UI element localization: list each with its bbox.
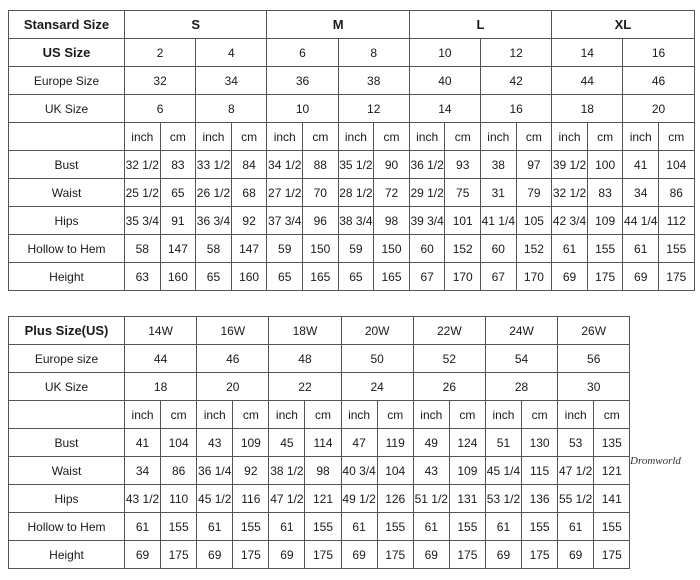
measurement-cell: 141 — [594, 485, 630, 513]
uk-size-cell: 8 — [196, 95, 267, 123]
measurement-cell: 58 — [196, 235, 232, 263]
europe-size-cell: 44 — [125, 345, 197, 373]
measurement-cell: 155 — [305, 513, 341, 541]
size-group-header: M — [267, 11, 409, 39]
measurement-cell: 61 — [485, 513, 521, 541]
measurement-cell: 121 — [305, 485, 341, 513]
measurement-cell: 175 — [305, 541, 341, 569]
measurement-cell: 147 — [231, 235, 267, 263]
europe-size-cell: 54 — [485, 345, 557, 373]
measurement-cell: 34 1/2 — [267, 151, 303, 179]
measurement-cell: 69 — [558, 541, 594, 569]
measurement-cell: 68 — [231, 179, 267, 207]
measurement-cell: 112 — [659, 207, 695, 235]
row-label: Height — [9, 263, 125, 291]
row-label: Hips — [9, 485, 125, 513]
europe-size-cell: 56 — [558, 345, 630, 373]
measurement-cell: 170 — [516, 263, 552, 291]
measurement-cell: 58 — [125, 235, 161, 263]
us-size-cell: 8 — [338, 39, 409, 67]
row-label: Waist — [9, 457, 125, 485]
measurement-cell: 45 1/4 — [485, 457, 521, 485]
measurement-row — [9, 235, 695, 263]
uk-size-cell: 30 — [558, 373, 630, 401]
measurement-cell: 175 — [449, 541, 485, 569]
measurement-cell: 75 — [445, 179, 481, 207]
measurement-cell: 65 — [160, 179, 196, 207]
unit-cm: cm — [659, 123, 695, 151]
plus-size-header: 20W — [341, 317, 413, 345]
table-title: Stansard Size — [9, 11, 125, 39]
measurement-cell: 170 — [445, 263, 481, 291]
measurement-cell: 69 — [623, 263, 659, 291]
unit-inch: inch — [485, 401, 521, 429]
measurement-cell: 43 1/2 — [125, 485, 161, 513]
measurement-cell: 104 — [377, 457, 413, 485]
measurement-cell: 126 — [377, 485, 413, 513]
measurement-cell: 43 — [413, 457, 449, 485]
uk-size-cell: 10 — [267, 95, 338, 123]
plus-size-header: 14W — [125, 317, 197, 345]
measurement-row — [9, 429, 630, 457]
uk-size-cell: 20 — [197, 373, 269, 401]
measurement-row — [9, 207, 695, 235]
us-size-cell: 14 — [552, 39, 623, 67]
measurement-cell: 155 — [449, 513, 485, 541]
measurement-cell: 32 1/2 — [125, 151, 161, 179]
uk-size-cell: 18 — [125, 373, 197, 401]
plus-size-header: 18W — [269, 317, 341, 345]
measurement-cell: 51 — [485, 429, 521, 457]
measurement-cell: 150 — [374, 235, 410, 263]
measurement-cell: 101 — [445, 207, 481, 235]
measurement-cell: 61 — [125, 513, 161, 541]
unit-inch: inch — [552, 123, 588, 151]
measurement-cell: 155 — [659, 235, 695, 263]
us-size-cell: 12 — [481, 39, 552, 67]
measurement-cell: 61 — [269, 513, 305, 541]
measurement-cell: 60 — [481, 235, 517, 263]
row-label: Height — [9, 541, 125, 569]
measurement-row — [9, 263, 695, 291]
measurement-cell: 69 — [341, 541, 377, 569]
measurement-cell: 124 — [449, 429, 485, 457]
measurement-cell: 36 1/4 — [197, 457, 233, 485]
measurement-cell: 175 — [161, 541, 197, 569]
measurement-cell: 59 — [267, 235, 303, 263]
uk-size-cell: 28 — [485, 373, 557, 401]
unit-inch: inch — [623, 123, 659, 151]
measurement-cell: 98 — [305, 457, 341, 485]
europe-size-row — [9, 345, 630, 373]
europe-size-cell: 34 — [196, 67, 267, 95]
measurement-cell: 104 — [161, 429, 197, 457]
row-label: Hollow to Hem — [9, 513, 125, 541]
measurement-cell: 109 — [587, 207, 623, 235]
units-row — [9, 123, 695, 151]
measurement-cell: 83 — [160, 151, 196, 179]
measurement-cell: 69 — [197, 541, 233, 569]
measurement-cell: 65 — [196, 263, 232, 291]
measurement-cell: 96 — [303, 207, 339, 235]
measurement-cell: 67 — [409, 263, 445, 291]
row-label: Bust — [9, 429, 125, 457]
measurement-cell: 55 1/2 — [558, 485, 594, 513]
brand-watermark — [630, 455, 698, 477]
measurement-cell: 98 — [374, 207, 410, 235]
measurement-cell: 155 — [233, 513, 269, 541]
measurement-cell: 65 — [267, 263, 303, 291]
row-label: Bust — [9, 151, 125, 179]
measurement-cell: 44 1/4 — [623, 207, 659, 235]
measurement-row — [9, 457, 630, 485]
measurement-cell: 114 — [305, 429, 341, 457]
measurement-cell: 65 — [338, 263, 374, 291]
measurement-cell: 175 — [594, 541, 630, 569]
measurement-cell: 160 — [160, 263, 196, 291]
measurement-row — [9, 179, 695, 207]
measurement-cell: 130 — [522, 429, 558, 457]
measurement-cell: 34 — [125, 457, 161, 485]
unit-inch: inch — [558, 401, 594, 429]
measurement-cell: 83 — [587, 179, 623, 207]
europe-size-cell: 42 — [481, 67, 552, 95]
measurement-cell: 36 1/2 — [409, 151, 445, 179]
measurement-cell: 31 — [481, 179, 517, 207]
measurement-cell: 135 — [594, 429, 630, 457]
measurement-cell: 97 — [516, 151, 552, 179]
europe-size-cell: 38 — [338, 67, 409, 95]
measurement-cell: 63 — [125, 263, 161, 291]
unit-inch: inch — [125, 401, 161, 429]
measurement-row — [9, 541, 630, 569]
measurement-cell: 69 — [552, 263, 588, 291]
measurement-cell: 51 1/2 — [413, 485, 449, 513]
measurement-cell: 152 — [516, 235, 552, 263]
uk-size-cell: 6 — [125, 95, 196, 123]
uk-size-cell: 12 — [338, 95, 409, 123]
europe-size-cell: 50 — [341, 345, 413, 373]
measurement-cell: 61 — [197, 513, 233, 541]
uk-size-cell: 24 — [341, 373, 413, 401]
europe-size-cell: 44 — [552, 67, 623, 95]
measurement-cell: 35 3/4 — [125, 207, 161, 235]
measurement-cell: 69 — [485, 541, 521, 569]
measurement-cell: 175 — [659, 263, 695, 291]
unit-cm: cm — [233, 401, 269, 429]
measurement-cell: 147 — [160, 235, 196, 263]
measurement-cell: 69 — [413, 541, 449, 569]
measurement-cell: 155 — [161, 513, 197, 541]
us-size-cell: 4 — [196, 39, 267, 67]
measurement-cell: 92 — [231, 207, 267, 235]
measurement-cell: 104 — [659, 151, 695, 179]
measurement-cell: 61 — [413, 513, 449, 541]
uk-size-cell: 14 — [409, 95, 480, 123]
measurement-cell: 152 — [445, 235, 481, 263]
measurement-cell: 33 1/2 — [196, 151, 232, 179]
measurement-cell: 92 — [233, 457, 269, 485]
measurement-cell: 61 — [558, 513, 594, 541]
row-label: UK Size — [9, 373, 125, 401]
uk-size-cell: 22 — [269, 373, 341, 401]
row-label: Waist — [9, 179, 125, 207]
uk-size-cell: 26 — [413, 373, 485, 401]
measurement-cell: 53 — [558, 429, 594, 457]
europe-size-cell: 36 — [267, 67, 338, 95]
unit-cm: cm — [160, 123, 196, 151]
measurement-cell: 175 — [587, 263, 623, 291]
measurement-cell: 61 — [623, 235, 659, 263]
unit-cm: cm — [587, 123, 623, 151]
europe-size-row — [9, 67, 695, 95]
measurement-cell: 32 1/2 — [552, 179, 588, 207]
size-group-header: L — [409, 11, 551, 39]
measurement-cell: 41 — [125, 429, 161, 457]
size-group-header: XL — [552, 11, 694, 39]
unit-inch: inch — [413, 401, 449, 429]
measurement-cell: 45 1/2 — [197, 485, 233, 513]
unit-cm: cm — [303, 123, 339, 151]
unit-cm: cm — [231, 123, 267, 151]
unit-inch: inch — [341, 401, 377, 429]
measurement-cell: 40 3/4 — [341, 457, 377, 485]
plus-size-table — [8, 316, 630, 569]
measurement-cell: 119 — [377, 429, 413, 457]
measurement-cell: 38 3/4 — [338, 207, 374, 235]
measurement-cell: 150 — [303, 235, 339, 263]
measurement-cell: 43 — [197, 429, 233, 457]
unit-cm: cm — [449, 401, 485, 429]
blank-cell — [9, 401, 125, 429]
measurement-cell: 47 — [341, 429, 377, 457]
measurement-row — [9, 513, 630, 541]
size-group-row — [9, 11, 695, 39]
measurement-cell: 49 — [413, 429, 449, 457]
unit-inch: inch — [409, 123, 445, 151]
measurement-cell: 100 — [587, 151, 623, 179]
uk-size-cell: 16 — [481, 95, 552, 123]
measurement-cell: 155 — [377, 513, 413, 541]
measurement-cell: 88 — [303, 151, 339, 179]
measurement-cell: 38 1/2 — [269, 457, 305, 485]
measurement-cell: 155 — [587, 235, 623, 263]
unit-cm: cm — [374, 123, 410, 151]
europe-size-cell: 48 — [269, 345, 341, 373]
measurement-cell: 61 — [341, 513, 377, 541]
europe-size-cell: 46 — [623, 67, 694, 95]
measurement-cell: 175 — [377, 541, 413, 569]
measurement-cell: 25 1/2 — [125, 179, 161, 207]
measurement-cell: 70 — [303, 179, 339, 207]
unit-cm: cm — [516, 123, 552, 151]
unit-cm: cm — [377, 401, 413, 429]
unit-inch: inch — [267, 123, 303, 151]
europe-size-cell: 40 — [409, 67, 480, 95]
measurement-cell: 47 1/2 — [269, 485, 305, 513]
measurement-cell: 90 — [374, 151, 410, 179]
unit-cm: cm — [161, 401, 197, 429]
plus-size-header: 26W — [558, 317, 630, 345]
units-row — [9, 401, 630, 429]
unit-inch: inch — [197, 401, 233, 429]
measurement-cell: 53 1/2 — [485, 485, 521, 513]
measurement-cell: 86 — [659, 179, 695, 207]
watermark-text: Dromworld — [630, 455, 681, 467]
unit-inch: inch — [125, 123, 161, 151]
measurement-cell: 84 — [231, 151, 267, 179]
measurement-cell: 67 — [481, 263, 517, 291]
measurement-cell: 86 — [161, 457, 197, 485]
plus-size-header: 24W — [485, 317, 557, 345]
plus-size-header: 22W — [413, 317, 485, 345]
size-group-header: S — [125, 11, 267, 39]
measurement-cell: 29 1/2 — [409, 179, 445, 207]
measurement-cell: 136 — [522, 485, 558, 513]
measurement-cell: 39 3/4 — [409, 207, 445, 235]
measurement-cell: 39 1/2 — [552, 151, 588, 179]
us-size-row — [9, 39, 695, 67]
measurement-cell: 38 — [481, 151, 517, 179]
measurement-cell: 116 — [233, 485, 269, 513]
measurement-cell: 45 — [269, 429, 305, 457]
measurement-cell: 79 — [516, 179, 552, 207]
unit-inch: inch — [338, 123, 374, 151]
row-label: Europe Size — [9, 67, 125, 95]
measurement-cell: 26 1/2 — [196, 179, 232, 207]
row-label: Hollow to Hem — [9, 235, 125, 263]
measurement-cell: 59 — [338, 235, 374, 263]
us-size-cell: 16 — [623, 39, 694, 67]
measurement-cell: 28 1/2 — [338, 179, 374, 207]
us-size-cell: 2 — [125, 39, 196, 67]
measurement-cell: 47 1/2 — [558, 457, 594, 485]
plus-size-header: 16W — [197, 317, 269, 345]
europe-size-cell: 46 — [197, 345, 269, 373]
blank-cell — [9, 123, 125, 151]
measurement-cell: 34 — [623, 179, 659, 207]
measurement-row — [9, 485, 630, 513]
uk-size-cell: 20 — [623, 95, 694, 123]
unit-inch: inch — [269, 401, 305, 429]
measurement-cell: 93 — [445, 151, 481, 179]
row-label: Europe size — [9, 345, 125, 373]
unit-cm: cm — [305, 401, 341, 429]
measurement-cell: 37 3/4 — [267, 207, 303, 235]
row-label: Hips — [9, 207, 125, 235]
measurement-cell: 155 — [594, 513, 630, 541]
europe-size-cell: 52 — [413, 345, 485, 373]
measurement-cell: 105 — [516, 207, 552, 235]
uk-size-row — [9, 373, 630, 401]
measurement-cell: 160 — [231, 263, 267, 291]
measurement-cell: 115 — [522, 457, 558, 485]
measurement-cell: 131 — [449, 485, 485, 513]
uk-size-cell: 18 — [552, 95, 623, 123]
measurement-cell: 49 1/2 — [341, 485, 377, 513]
measurement-cell: 42 3/4 — [552, 207, 588, 235]
measurement-row — [9, 151, 695, 179]
measurement-cell: 175 — [233, 541, 269, 569]
table-title: Plus Size(US) — [9, 317, 125, 345]
us-size-cell: 10 — [409, 39, 480, 67]
measurement-cell: 110 — [161, 485, 197, 513]
unit-cm: cm — [522, 401, 558, 429]
measurement-cell: 91 — [160, 207, 196, 235]
plus-size-row — [9, 317, 630, 345]
unit-inch: inch — [196, 123, 232, 151]
measurement-cell: 121 — [594, 457, 630, 485]
measurement-cell: 61 — [552, 235, 588, 263]
measurement-cell: 69 — [269, 541, 305, 569]
row-label: UK Size — [9, 95, 125, 123]
unit-cm: cm — [594, 401, 630, 429]
measurement-cell: 60 — [409, 235, 445, 263]
measurement-cell: 165 — [303, 263, 339, 291]
measurement-cell: 27 1/2 — [267, 179, 303, 207]
measurement-cell: 72 — [374, 179, 410, 207]
measurement-cell: 36 3/4 — [196, 207, 232, 235]
measurement-cell: 35 1/2 — [338, 151, 374, 179]
measurement-cell: 41 1/4 — [481, 207, 517, 235]
unit-inch: inch — [481, 123, 517, 151]
unit-cm: cm — [445, 123, 481, 151]
measurement-cell: 165 — [374, 263, 410, 291]
measurement-cell: 155 — [522, 513, 558, 541]
europe-size-cell: 32 — [125, 67, 196, 95]
uk-size-row — [9, 95, 695, 123]
row-label: US Size — [9, 39, 125, 67]
measurement-cell: 109 — [233, 429, 269, 457]
measurement-cell: 69 — [125, 541, 161, 569]
measurement-cell: 175 — [522, 541, 558, 569]
measurement-cell: 41 — [623, 151, 659, 179]
measurement-cell: 109 — [449, 457, 485, 485]
us-size-cell: 6 — [267, 39, 338, 67]
standard-size-table — [8, 10, 695, 291]
